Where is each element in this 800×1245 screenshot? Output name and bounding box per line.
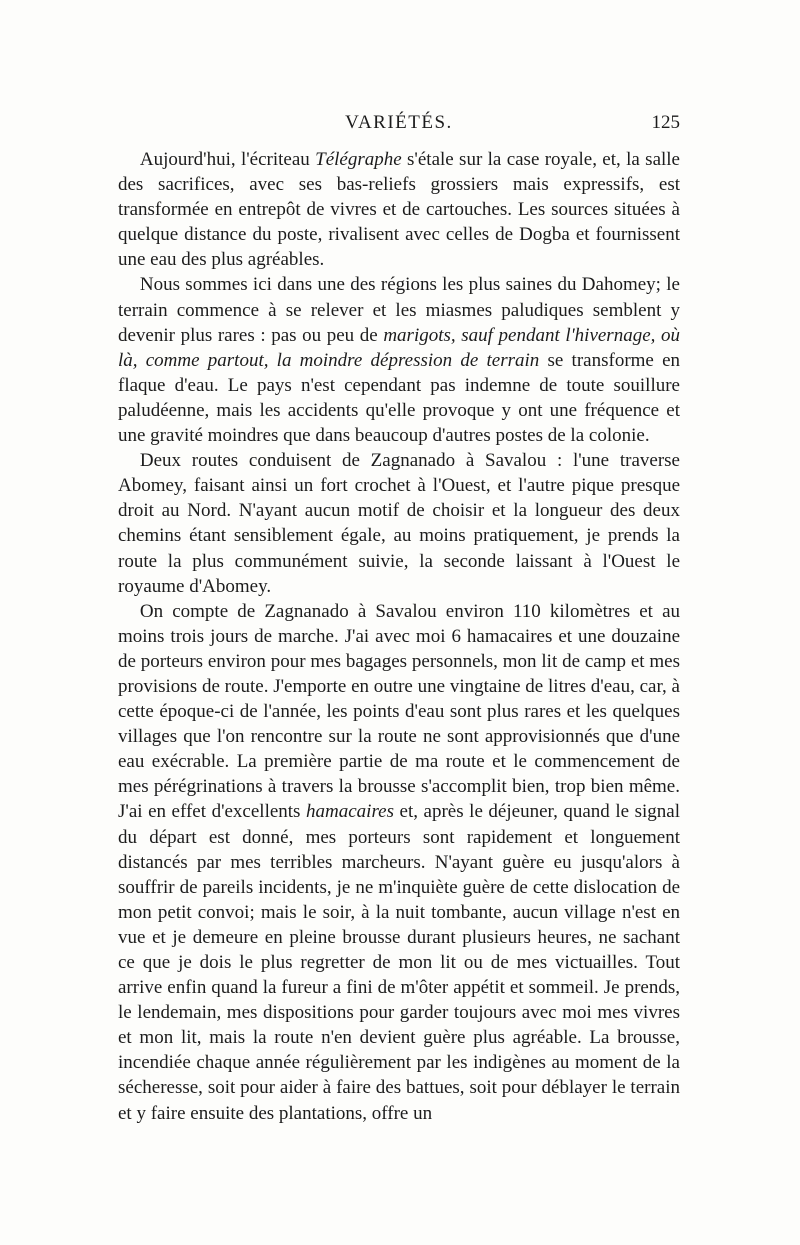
paragraph-text: et, après le déjeuner, quand le signal du départ est donné, mes porteurs sont rapidement et longuement distancés par mes terribles marcheurs. N'ayant guère eu jusqu'alors à souffrir de pareils incidents, je ne m'inquiète guère de cette dislocation de mon petit convoi; mais le soir, à la nuit tombante, aucun village n'est en vue et je demeure en pleine brousse durant plusieurs heures, ne sachant ce que je dois le plus regretter de mon lit ou de mes victuailles. Tout arrive enfin quand la fureur a fini de m'ôter appétit et sommeil. Je prends, le lendemain, mes dispositions pour garder toujours avec moi mes vivres et mon lit, mais la route n'en devient guère plus agréable. La brousse, incendiée chaque année régulièrement par les indigènes au moment de la sécheresse, soit pour aider à faire des battues, soit pour déblayer le terrain et y faire ensuite des plantations, offre un <box>118 801 681 1124</box>
paragraph-4 <box>118 599 680 1126</box>
paragraph-3 <box>118 448 680 599</box>
paragraph-text: Deux routes conduisent de Zagnanado à Savalou : l'une traverse Abomey, faisant ainsi un fort crochet à l'Ouest, et l'autre pique presque droit au Nord. N'ayant aucun motif de choisir et la longueur des deux chemins étant sensiblement égale, au moins pratiquement, je prends la route la plus communément suivie, la seconde laissant à l'Ouest le royaume d'Abomey. <box>118 450 680 597</box>
paragraph-text: Nous sommes ici dans une des régions les plus saines du Dahomey; le terrain commence à se relever et les miasmes paludiques semblent y devenir plus rares : pas ou peu de <box>118 274 680 346</box>
running-title: VARIÉTÉS. <box>345 112 453 133</box>
paragraph-2 <box>118 272 680 448</box>
paragraph-text: Aujourd'hui, l'écriteau <box>139 149 316 170</box>
paragraph-1 <box>118 147 680 272</box>
paragraph-text: On compte de Zagnanado à Savalou environ 110 kilomètres et au moins trois jours de marche. J'ai avec moi 6 hamacaires et une douzaine de porteurs environ pour mes bagages personnels, mon lit de camp et mes provisions de route. J'emporte en outre une vingtaine de litres d'eau, car, à cette époque-ci de l'année, les points d'eau sont plus rares et les quelques villages que l'on rencontre sur la route ne sont approvisionnés que d'une eau exécrable. La première partie de ma route et le commencement de mes pérégrinations à travers la brousse s'accomplit bien, trop bien même. J'ai en effet d'excellents <box>118 600 680 823</box>
paragraph-text: s'étale sur la case royale, et, la salle des sacrifices, avec ses bas-reliefs grossiers mais expressifs, est transformée en entrepôt de vivres et de cartouches. Les sources situées à quelque distance du poste, rivalisent avec celles de Dogba et fournissent une eau des plus agréables. <box>118 149 680 271</box>
body-text <box>118 147 680 1126</box>
paragraph-text: se transforme en flaque d'eau. Le pays n'est cependant pas indemne de toute souillure paludéenne, mais les accidents qu'elle provoque y ont une fréquence et une gravité moindres que dans beaucoup d'autres postes de la colonie. <box>118 349 681 447</box>
italic-term: Télégraphe <box>315 149 402 170</box>
page-number: 125 <box>651 112 680 133</box>
running-header <box>118 112 680 142</box>
italic-term: hamacaires <box>306 801 394 823</box>
italic-phrase: marigots, sauf pendant l'hivernage, où là, comme partout, la moindre dépression de terrain <box>118 324 680 371</box>
